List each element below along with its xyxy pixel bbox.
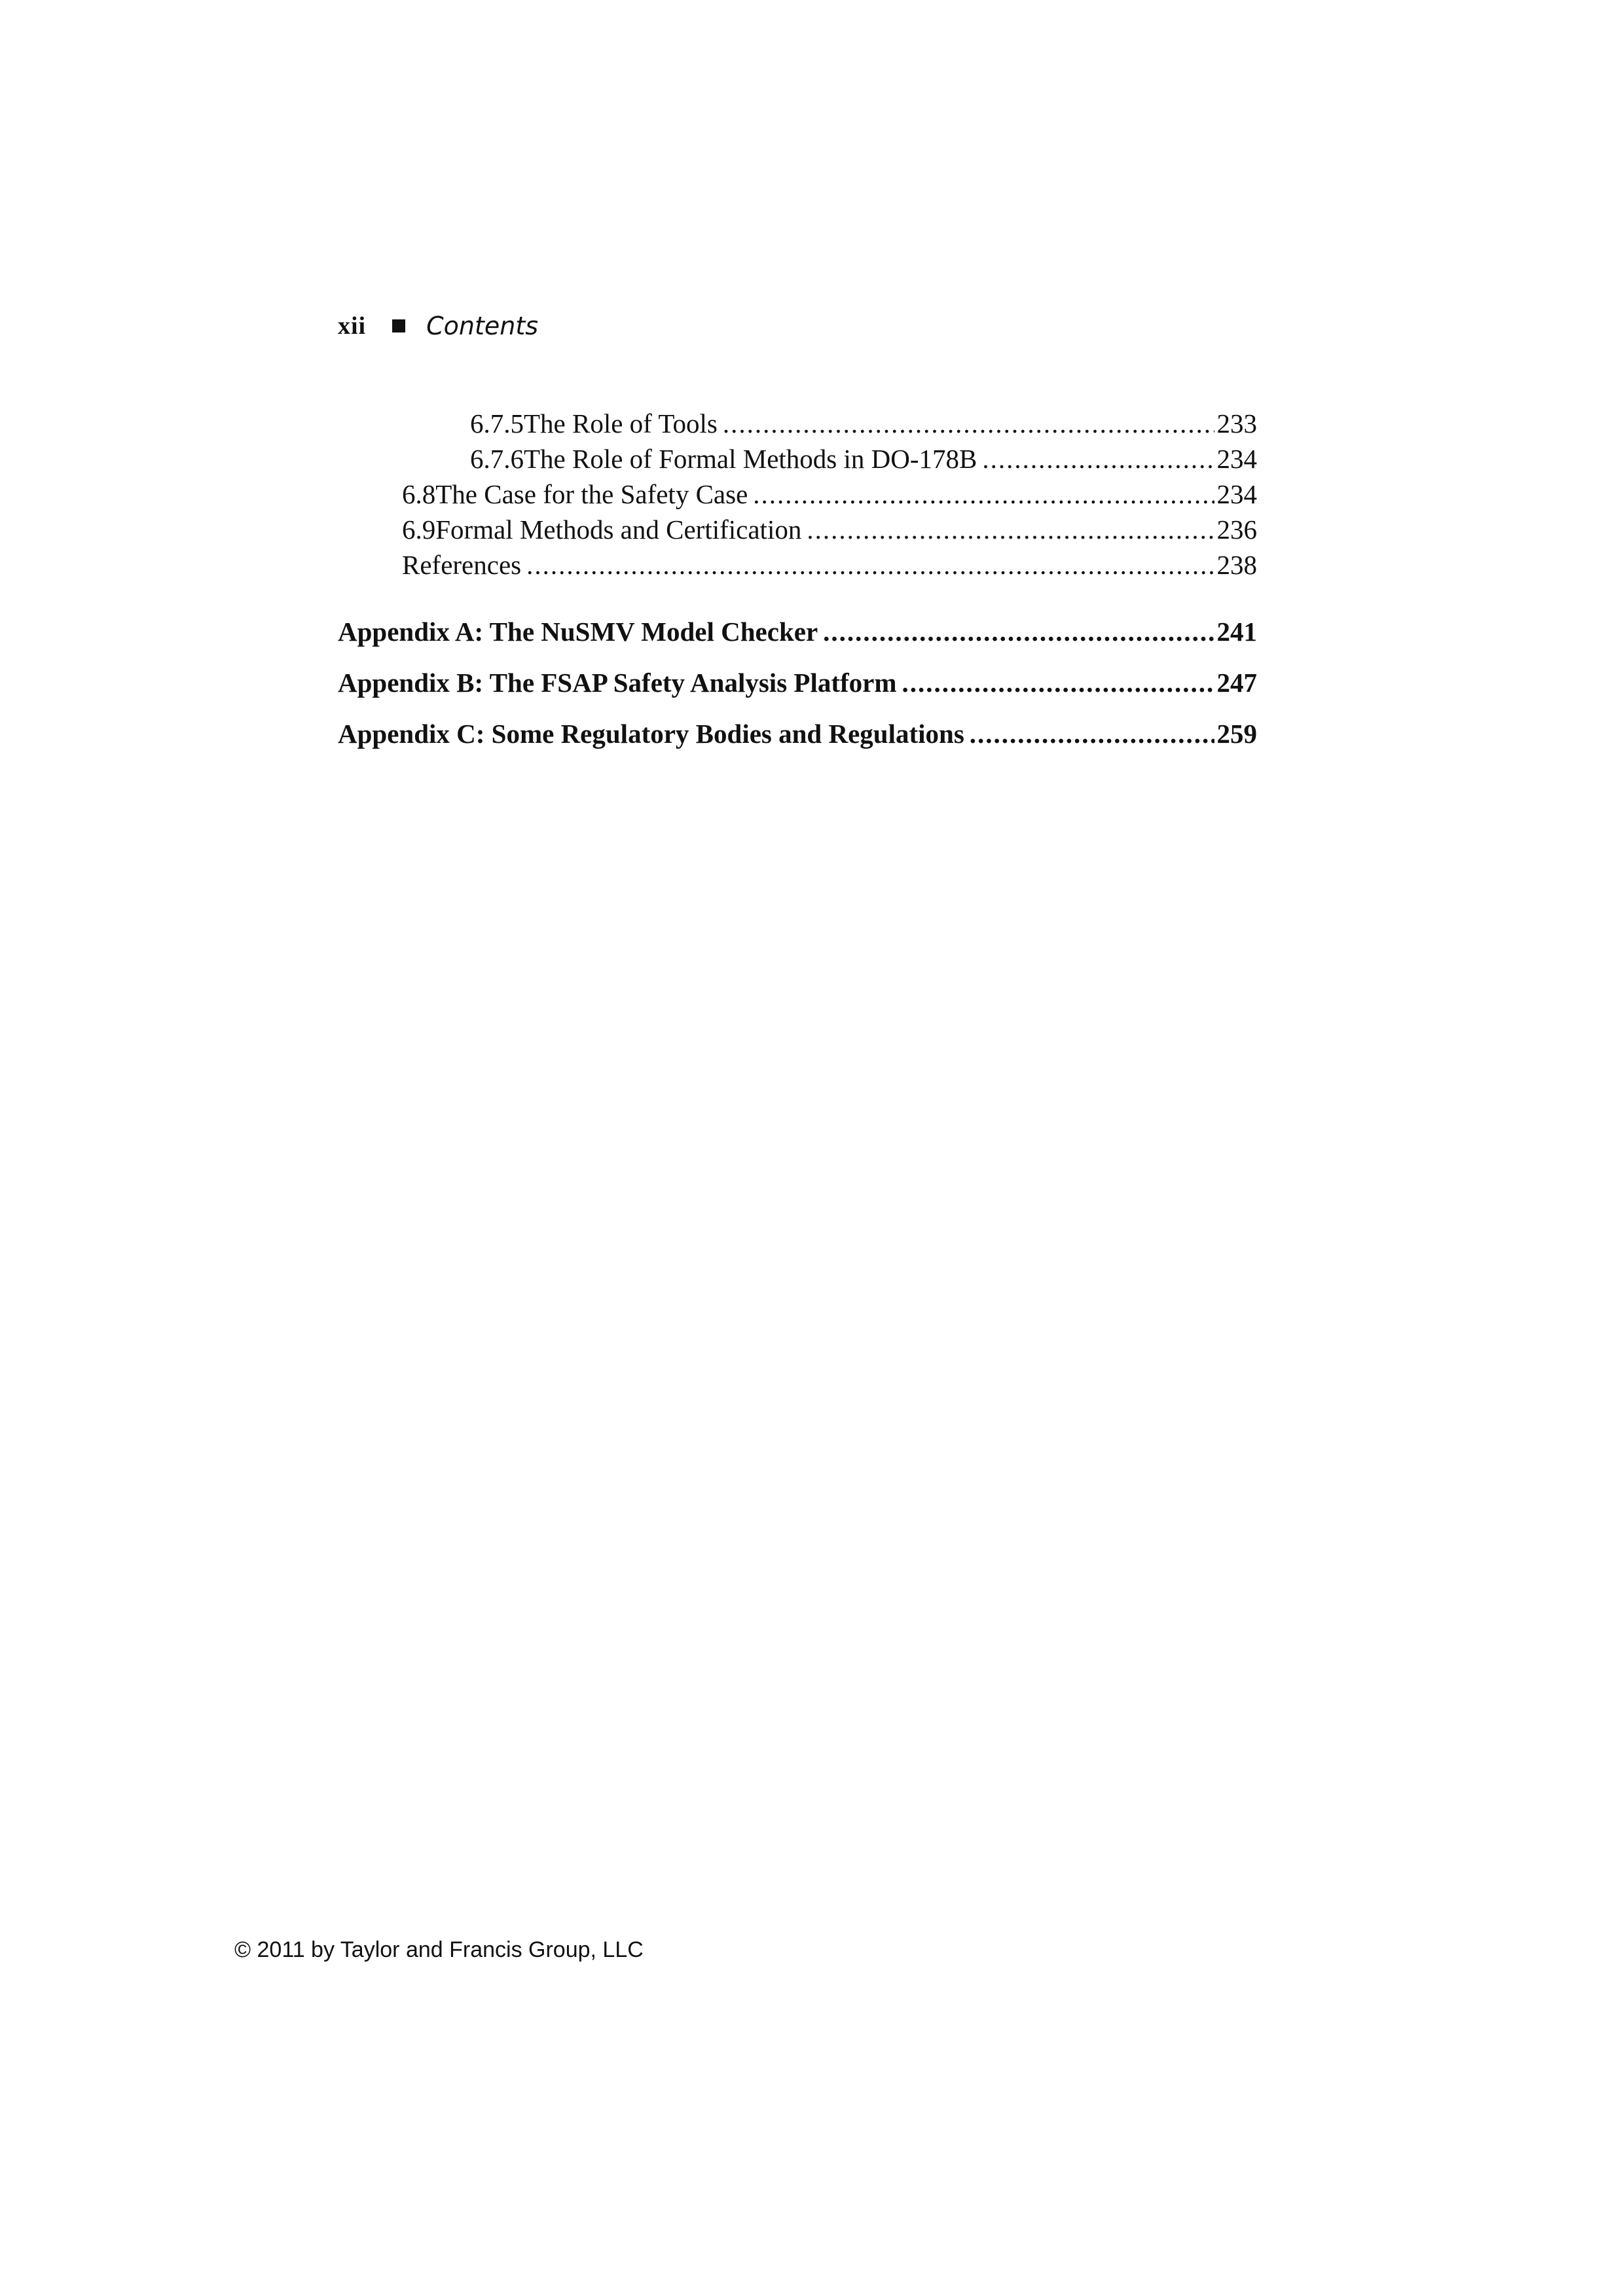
dot-leader <box>723 406 1214 441</box>
toc-entry-title: The Case for the Safety Case <box>435 479 748 509</box>
toc-entry-title: Formal Methods and Certification <box>435 514 802 545</box>
toc-entry-page: 233 <box>1216 408 1257 439</box>
toc-entry-page: 234 <box>1216 479 1257 509</box>
toc-entry-references[interactable] <box>338 547 1257 583</box>
toc-entry-page: 236 <box>1216 514 1257 545</box>
dot-leader <box>902 657 1214 708</box>
black-square-icon <box>392 319 405 332</box>
table-of-contents <box>338 406 1257 759</box>
copyright-notice: © 2011 by Taylor and Francis Group, LLC <box>234 1937 644 1962</box>
toc-entry-6-7-6[interactable] <box>338 441 1257 476</box>
toc-appendix-c[interactable] <box>338 708 1257 759</box>
toc-appendix-title: Appendix C: Some Regulatory Bodies and Regulations <box>338 719 964 749</box>
toc-entry-page: 238 <box>1216 550 1257 580</box>
toc-appendix-page: 247 <box>1216 668 1257 698</box>
page-folio: xii <box>338 312 367 340</box>
toc-entry-6-8[interactable] <box>338 476 1257 512</box>
toc-entry-6-7-5[interactable] <box>338 406 1257 441</box>
toc-entry-6-9[interactable] <box>338 512 1257 547</box>
dot-leader <box>982 441 1214 476</box>
dot-leader <box>753 476 1214 512</box>
toc-appendix-title: Appendix A: The NuSMV Model Checker <box>338 617 818 647</box>
dot-leader <box>970 708 1214 759</box>
toc-appendix-title: Appendix B: The FSAP Safety Analysis Platform <box>338 668 897 698</box>
toc-entry-number: 6.7.6 <box>470 444 524 474</box>
toc-entry-page: 234 <box>1216 444 1257 474</box>
toc-entry-number: 6.7.5 <box>470 408 524 439</box>
toc-entry-number: 6.8 <box>402 479 436 509</box>
toc-entry-title: The Role of Formal Methods in DO-178B <box>524 444 977 474</box>
toc-entry-number: 6.9 <box>402 514 436 545</box>
toc-entry-title: The Role of Tools <box>524 408 718 439</box>
dot-leader <box>823 606 1214 657</box>
running-header <box>338 306 538 346</box>
toc-appendix-a[interactable] <box>338 606 1257 657</box>
toc-appendix-b[interactable] <box>338 657 1257 708</box>
toc-appendix-page: 241 <box>1216 617 1257 647</box>
dot-leader <box>807 512 1214 547</box>
toc-entry-title: References <box>402 550 522 580</box>
toc-appendix-page: 259 <box>1216 719 1257 749</box>
dot-leader <box>526 547 1214 583</box>
running-header-section: Contents <box>426 312 539 340</box>
